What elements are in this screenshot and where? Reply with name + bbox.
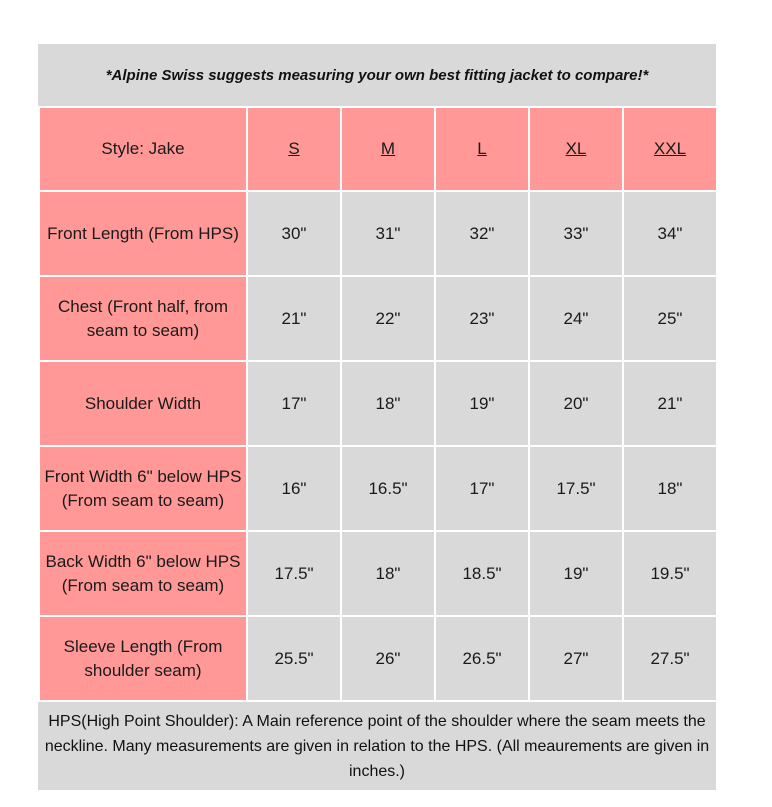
measurement-cell: 17.5" <box>529 446 623 531</box>
measurement-cell: 33" <box>529 191 623 276</box>
size-header-xxl: XXL <box>623 107 717 191</box>
measurement-cell: 23" <box>435 276 529 361</box>
hps-footnote: HPS(High Point Shoulder): A Main reference point of the shoulder where the seam meets the neckline. Many measurements are given in relation to the HPS. (All meaurements are given in inches.) <box>44 712 710 780</box>
measurement-cell: 34" <box>623 191 717 276</box>
measurement-cell: 17.5" <box>247 531 341 616</box>
measurement-cell: 16" <box>247 446 341 531</box>
row-label: Front Length (From HPS) <box>39 191 247 276</box>
row-label: Front Width 6" below HPS (From seam to seam) <box>39 446 247 531</box>
measurement-cell: 26.5" <box>435 616 529 701</box>
measurement-cell: 16.5" <box>341 446 435 531</box>
table-row <box>39 361 717 446</box>
measurement-cell: 22" <box>341 276 435 361</box>
measurement-cell: 25" <box>623 276 717 361</box>
measurement-cell: 25.5" <box>247 616 341 701</box>
table-row <box>39 276 717 361</box>
measuring-note: *Alpine Swiss suggests measuring your own best fitting jacket to compare!* <box>105 66 649 84</box>
measurement-cell: 27.5" <box>623 616 717 701</box>
measurement-cell: 18" <box>341 361 435 446</box>
measurement-cell: 19" <box>435 361 529 446</box>
measurement-cell: 31" <box>341 191 435 276</box>
row-label: Shoulder Width <box>39 361 247 446</box>
style-label: Style: Jake <box>39 107 247 191</box>
measurement-cell: 32" <box>435 191 529 276</box>
measurement-cell: 17" <box>435 446 529 531</box>
size-header-xl: XL <box>529 107 623 191</box>
measurement-cell: 19.5" <box>623 531 717 616</box>
row-label: Chest (Front half, from seam to seam) <box>39 276 247 361</box>
row-label: Sleeve Length (From shoulder seam) <box>39 616 247 701</box>
measurement-cell: 30" <box>247 191 341 276</box>
measurement-cell: 21" <box>623 361 717 446</box>
size-chart <box>38 44 716 790</box>
size-header-m: M <box>341 107 435 191</box>
measurement-cell: 19" <box>529 531 623 616</box>
table-row <box>39 191 717 276</box>
table-row <box>39 531 717 616</box>
size-table <box>38 106 718 702</box>
measurement-cell: 26" <box>341 616 435 701</box>
measurement-cell: 17" <box>247 361 341 446</box>
table-row <box>39 446 717 531</box>
size-header-l: L <box>435 107 529 191</box>
header-row <box>39 107 717 191</box>
measurement-cell: 27" <box>529 616 623 701</box>
size-header-s: S <box>247 107 341 191</box>
measurement-cell: 20" <box>529 361 623 446</box>
measurement-cell: 18" <box>623 446 717 531</box>
row-label: Back Width 6" below HPS (From seam to seam) <box>39 531 247 616</box>
table-row <box>39 616 717 701</box>
measurement-cell: 18" <box>341 531 435 616</box>
measurement-cell: 18.5" <box>435 531 529 616</box>
measurement-cell: 24" <box>529 276 623 361</box>
measurement-cell: 21" <box>247 276 341 361</box>
